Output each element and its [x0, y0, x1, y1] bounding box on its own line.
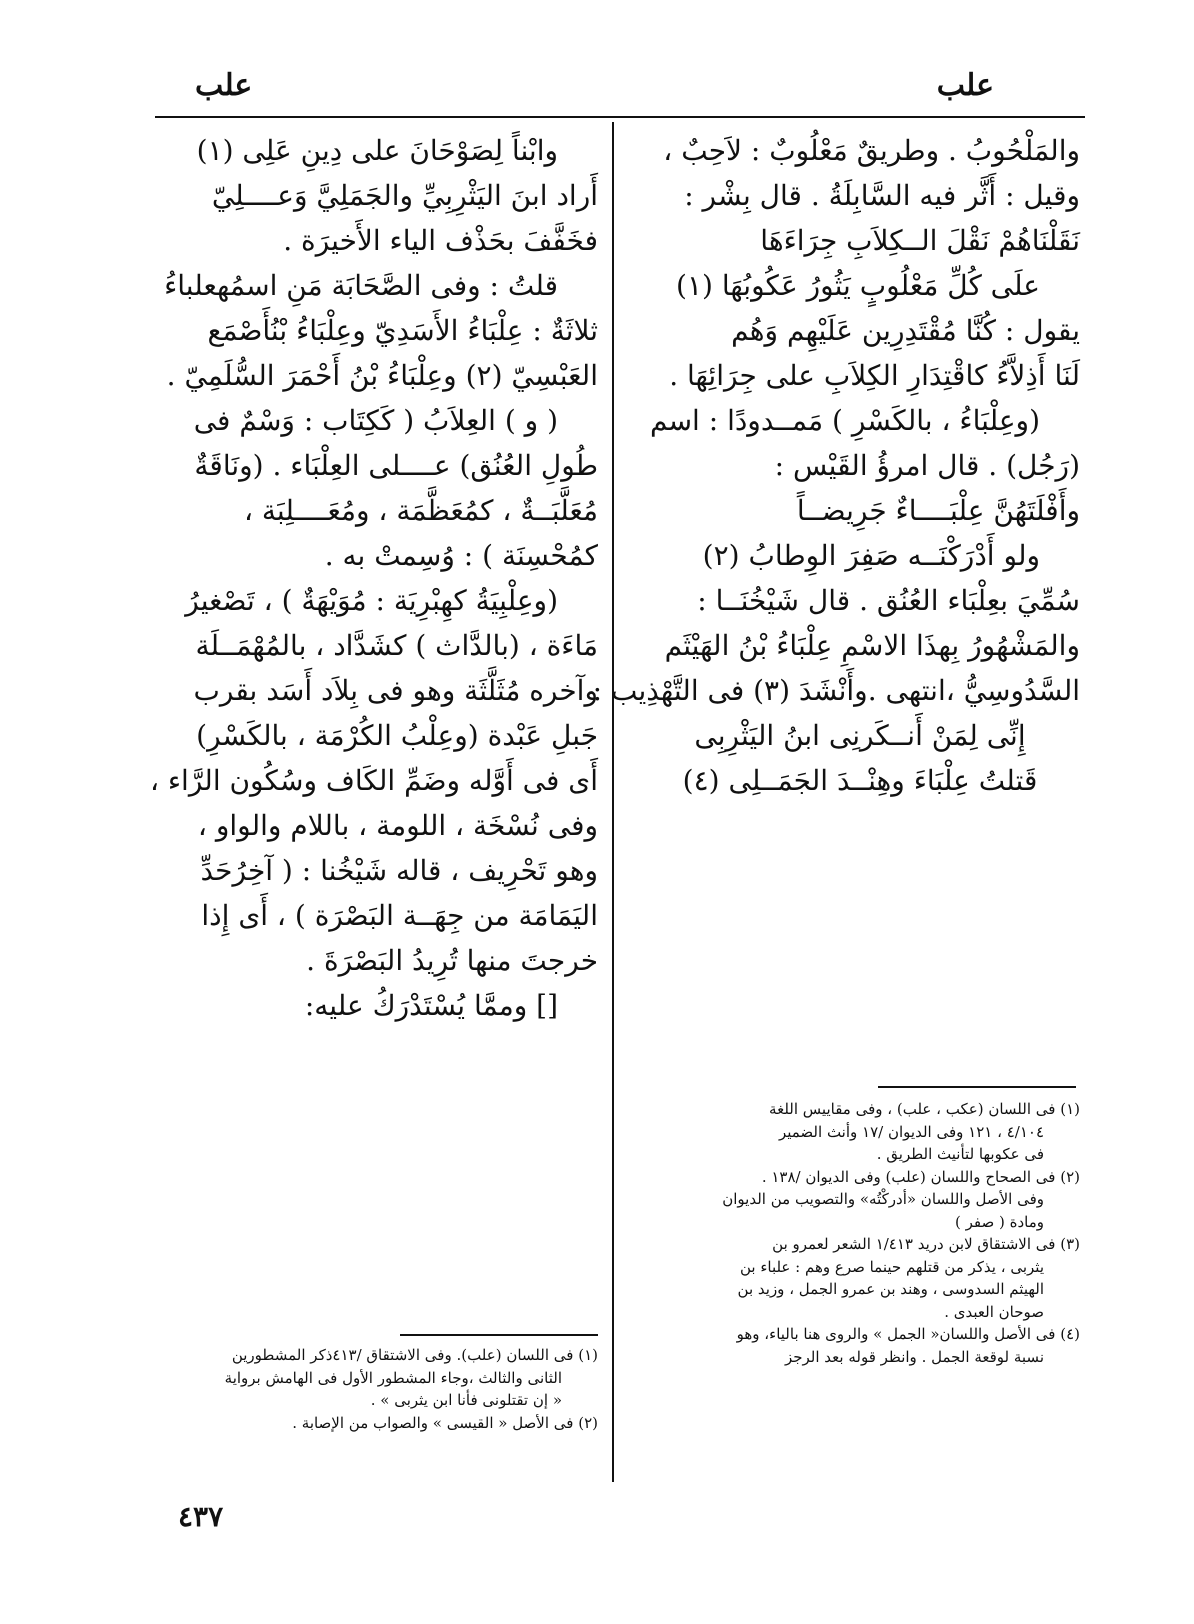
text-line: طُولِ العُنُق) عــــلى العِلْبَاء . (ونَاقَةٌ	[194, 449, 598, 482]
footnote-rule	[878, 1086, 1076, 1088]
header-rule	[155, 116, 1085, 118]
text-line: وقيل : أَثَّر فيه السَّابِلَةُ . قال بِشْر :	[684, 179, 1080, 212]
footnote-line: فى عكوبها لتأنيث الطريق .	[876, 1145, 1044, 1163]
footnote-line: نسبة لوقعة الجمل . وانظر قوله بعد الرجز	[784, 1347, 1044, 1366]
verse-line: إِنِّى لِمَنْ أَنــكَرنِى ابنُ اليَثْرِبِى	[694, 719, 1026, 752]
text-line: كمُحْسِنَة ) : وُسِمتْ به .	[324, 539, 598, 572]
text-line: والمَشْهُورُ بِهذَا الاسْمِ عِلْبَاءُ بْنُ الهَيْثَم	[664, 629, 1080, 662]
footnote-line: (١) فى اللسان (علب). وفى الاشتقاق /٤١٣ذكر المشطورين	[231, 1346, 598, 1364]
running-header-left: علب	[195, 68, 253, 103]
footnote-line: يثربى ، يذكر من قتلهم حينما صرع وهم : علباء بن	[739, 1257, 1044, 1276]
footnote-line: وفى الأصل واللسان «أدركْتُه» والتصويب من الديوان	[722, 1190, 1044, 1208]
footnote-line: « إن تقتلونى فأنا ابن يثربى » .	[370, 1391, 562, 1409]
footnote-line: (٤) فى الأصل واللسان« الجمل » والروى هنا بالياء، وهو	[736, 1325, 1080, 1343]
text-line: [] وممَّا يُسْتَدْرَكُ عليه:	[304, 989, 558, 1022]
text-line: أَراد ابنَ اليَثْرِبِيِّ والجَمَلِيَّ وَعــــلِيّ	[211, 179, 598, 212]
text-line: أَى فى أَوَّله وضَمِّ الكَاف وسُكُون الرَّاء ،	[149, 764, 598, 797]
text-line: خرجتَ منها تُرِيدُ البَصْرَةَ .	[306, 944, 598, 977]
text-line: (وعِلْبَاءُ ، بالكَسْرِ ) مَمــدودًا : اسم	[649, 404, 1040, 437]
footnote-line: (٢) فى الأصل « القيسى » والصواب من الإصابة .	[292, 1413, 598, 1432]
text-line: سُمِّيَ بعِلْبَاء العُنُق . قال شَيْخُنَــا :	[697, 584, 1080, 617]
text-line: جَبلِ عَبْدة (وعِلْبُ الكُرْمَة ، بالكَسْرِ)	[196, 719, 598, 752]
footnote-line: الثانى والثالث ،وجاء المشطور الأول فى الهامش برواية	[224, 1368, 562, 1387]
text-line: السَّدُوسِيُّ ،انتهى .وأَنْشَدَ (٣) فى التَّهْذِيب :	[592, 674, 1080, 707]
right-footnotes	[640, 1098, 1080, 1368]
text-line: وآخره مُثَلَّثَة وهو فى بِلاَد أَسَد بقرب	[193, 674, 598, 707]
verse-line: نَقَلْنَاهُمْ نَقْلَ الــكِلاَبِ جِرَاءَهَا	[760, 224, 1080, 257]
text-line: والمَلْحُوبُ . وطريقٌ مَعْلُوبٌ : لاَحِبٌ ،	[663, 134, 1080, 167]
text-line: فخَفَّفَ بحَذْف الياء الأَخيرَة .	[283, 224, 598, 257]
page-number: ٤٣٧	[178, 1500, 224, 1533]
text-line: قلتُ : وفى الصَّحَابَة مَنِ اسمُهعلباءُ	[164, 269, 558, 302]
text-line: ثلاثَةٌ : عِلْبَاءُ الأَسَدِيّ وعِلْبَاءُ بْنُأَصْمَع	[207, 314, 598, 347]
footnote-line: صوحان العبدى .	[944, 1302, 1044, 1321]
verse-line: قَتلتُ عِلْبَاءَ وهِنْــدَ الجَمَــلِى (٤)	[682, 764, 1038, 797]
column-divider	[612, 122, 614, 1482]
text-line: (رَجُل) . قال امرؤُ القَيْس :	[774, 449, 1080, 482]
text-line: ( و ) العِلاَبُ ( كَكِتَاب : وَسْمٌ فى	[193, 404, 558, 437]
verse-line: علَى كُلِّ مَعْلُوبٍ يَثُورُ عَكُوبُهَا (١)	[676, 269, 1040, 302]
footnote-line: الهيثم السدوسى ، وهند بن عمرو الجمل ، وزيد بن	[737, 1280, 1044, 1298]
running-header-right: علب	[936, 68, 994, 103]
text-line: لَنَا أَذِلاَّءُ كاقْتِدَارِ الكِلاَبِ على جِرَائِهَا .	[669, 359, 1080, 392]
right-column	[592, 128, 1080, 803]
footnote-line: ٤/١٠٤ ، ١٢١ وفى الديوان /١٧ وأنث الضمير	[778, 1122, 1044, 1141]
footnote-rule	[400, 1334, 598, 1336]
text-line: مَاءَة ، (بالدَّاث ) كشَدَّاد ، بالمُهْمَــلَة	[195, 629, 598, 662]
text-line: وفى نُسْخَة ، اللومة ، باللام والواو ،	[197, 809, 598, 842]
text-line: يقول : كُنَّا مُقْتَدِرِين عَلَيْهِم وَهُم	[731, 314, 1080, 347]
footnote-line: (٢) فى الصحاح واللسان (علب) وفى الديوان /١٣٨ .	[761, 1167, 1080, 1186]
footnote-line: ومادة ( صفر )	[955, 1212, 1044, 1231]
text-line: وهو تَحْرِيف ، قاله شَيْخُنا : ( آخِرُحَدِّ	[200, 854, 598, 887]
verse-line: وأَفْلَتَهُنَّ عِلْبَــــاءٌ جَرِيضــاً	[796, 494, 1080, 527]
text-line: العَبْسِيّ (٢) وعِلْبَاءُ بْنُ أَحْمَرَ السُّلَمِيّ .	[166, 359, 598, 392]
verse-line: وابْناً لِصَوْحَانَ على دِينِ عَلِى (١)	[196, 134, 558, 167]
left-footnotes	[150, 1344, 598, 1434]
verse-line: ولو أَدْرَكْنَــه صَفِرَ الوِطابُ (٢)	[702, 539, 1040, 572]
footnote-line: (١) فى اللسان (عكب ، علب) ، وفى مقاييس اللغة	[769, 1100, 1080, 1118]
footnote-line: (٣) فى الاشتقاق لابن دريد ١/٤١٣ الشعر لعمرو بن	[772, 1235, 1080, 1253]
text-line: اليَمَامَة من جِهَــة البَصْرَة ) ، أَى إِذا	[201, 899, 598, 932]
text-line: مُعَلَّبَــةٌ ، كمُعَظَّمَة ، ومُعَــــلِبَة ،	[243, 494, 598, 527]
text-line: (وعِلْبِيَةُ كهِبْرِيَة : مُوَيْهَةٌ ) ، تَصْغيرُ	[185, 584, 558, 617]
left-column	[150, 128, 598, 1028]
